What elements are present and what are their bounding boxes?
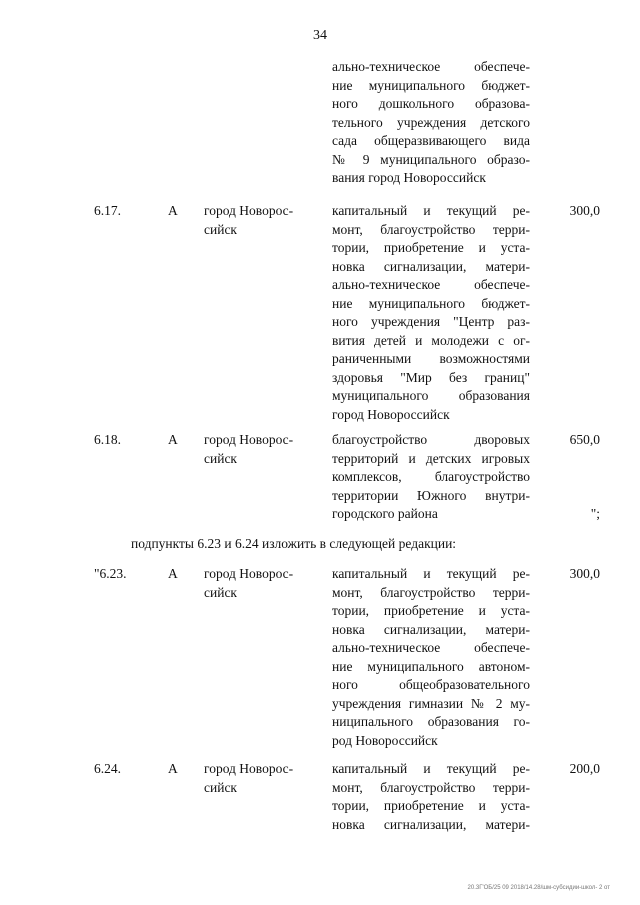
text-line: ние муниципального бюджет- <box>332 77 530 93</box>
text-line: сада общеразвивающего вида <box>332 133 530 148</box>
text-line: раниченными возможностями <box>332 351 530 366</box>
row-category: А <box>168 203 178 218</box>
text-line: муниципального образования <box>332 388 530 403</box>
text-line: № 9 муниципального образо- <box>332 151 530 167</box>
municipality-line: город Новорос- <box>204 566 294 581</box>
text-line: городского района <box>332 506 438 521</box>
municipality-line: город Новорос- <box>204 432 294 447</box>
text-line: монт, благоустройство терри- <box>332 779 530 795</box>
text-line: ально-техническое обеспече- <box>332 277 530 292</box>
row-municipality <box>204 202 319 239</box>
text-line: комплексов, благоустройство <box>332 469 530 484</box>
row-description <box>332 202 530 424</box>
row-amount: 650,0 <box>569 432 600 447</box>
text-line: тории, приобретение и уста- <box>332 603 530 618</box>
row-municipality <box>204 760 319 797</box>
text-line: ние муниципального автоном- <box>332 658 530 674</box>
text-line: монт, благоустройство терри- <box>332 221 530 237</box>
text-line: ально-техническое обеспече- <box>332 640 530 655</box>
row-amount: 300,0 <box>569 203 600 218</box>
municipality-line: сийск <box>204 779 237 795</box>
text-line: здоровья "Мир без границ" <box>332 369 530 385</box>
text-line: ного общеобразовательного <box>332 677 530 692</box>
page-number: 34 <box>313 28 327 43</box>
row-number: 6.18. <box>94 432 121 447</box>
text-line: учреждения гимназии № 2 му- <box>332 695 530 711</box>
text-line: новка сигнализации, матери- <box>332 258 530 274</box>
municipality-line: город Новорос- <box>204 203 294 218</box>
text-line: капитальный и текущий ре- <box>332 761 530 776</box>
row-amount: 200,0 <box>569 761 600 776</box>
document-footer-code: 20.3Г'ОБ/25 09 2018/14.28/шм-субсидии-школ- 2 от <box>467 885 610 891</box>
text-line: вания город Новороссийск <box>332 170 486 185</box>
text-line: вития детей и молодежи с ог- <box>332 332 530 348</box>
text-line: город Новороссийск <box>332 406 450 422</box>
continuation-text <box>332 58 530 188</box>
text-line: род Новороссийск <box>332 732 438 748</box>
text-line: новка сигнализации, матери- <box>332 621 530 637</box>
text-line: ного дошкольного образова- <box>332 96 530 111</box>
row-municipality <box>204 431 319 468</box>
row-amount: 300,0 <box>569 566 600 581</box>
text-line: ниципального образования го- <box>332 714 530 729</box>
text-line: территорий и детских игровых <box>332 450 530 466</box>
row-description <box>332 431 530 524</box>
text-line: ного учреждения "Центр раз- <box>332 314 530 329</box>
row-number: "6.23. <box>94 566 127 581</box>
row-category: А <box>168 761 178 776</box>
municipality-line: сийск <box>204 221 237 237</box>
municipality-line: сийск <box>204 450 237 466</box>
text-line: монт, благоустройство терри- <box>332 584 530 600</box>
text-line: тории, приобретение и уста- <box>332 798 530 813</box>
row-municipality <box>204 565 319 602</box>
text-line: новка сигнализации, матери- <box>332 816 530 832</box>
row-category: А <box>168 566 178 581</box>
municipality-line: город Новорос- <box>204 761 294 776</box>
amendment-instruction: подпункты 6.23 и 6.24 изложить в следующей редакции: <box>131 536 457 551</box>
row-description <box>332 760 530 834</box>
row-category: А <box>168 432 178 447</box>
text-line: ние муниципального бюджет- <box>332 295 530 311</box>
text-line: капитальный и текущий ре- <box>332 203 530 218</box>
text-line: благоустройство дворовых <box>332 432 530 447</box>
closing-quote: "; <box>590 506 600 521</box>
row-description <box>332 565 530 750</box>
text-line: ально-техническое обеспече- <box>332 59 530 74</box>
municipality-line: сийск <box>204 584 237 600</box>
text-line: тельного учреждения детского <box>332 114 530 130</box>
text-line: тории, приобретение и уста- <box>332 240 530 255</box>
text-line: территории Южного внутри- <box>332 487 530 503</box>
text-line: капитальный и текущий ре- <box>332 566 530 581</box>
row-number: 6.17. <box>94 203 121 218</box>
row-number: 6.24. <box>94 761 121 776</box>
